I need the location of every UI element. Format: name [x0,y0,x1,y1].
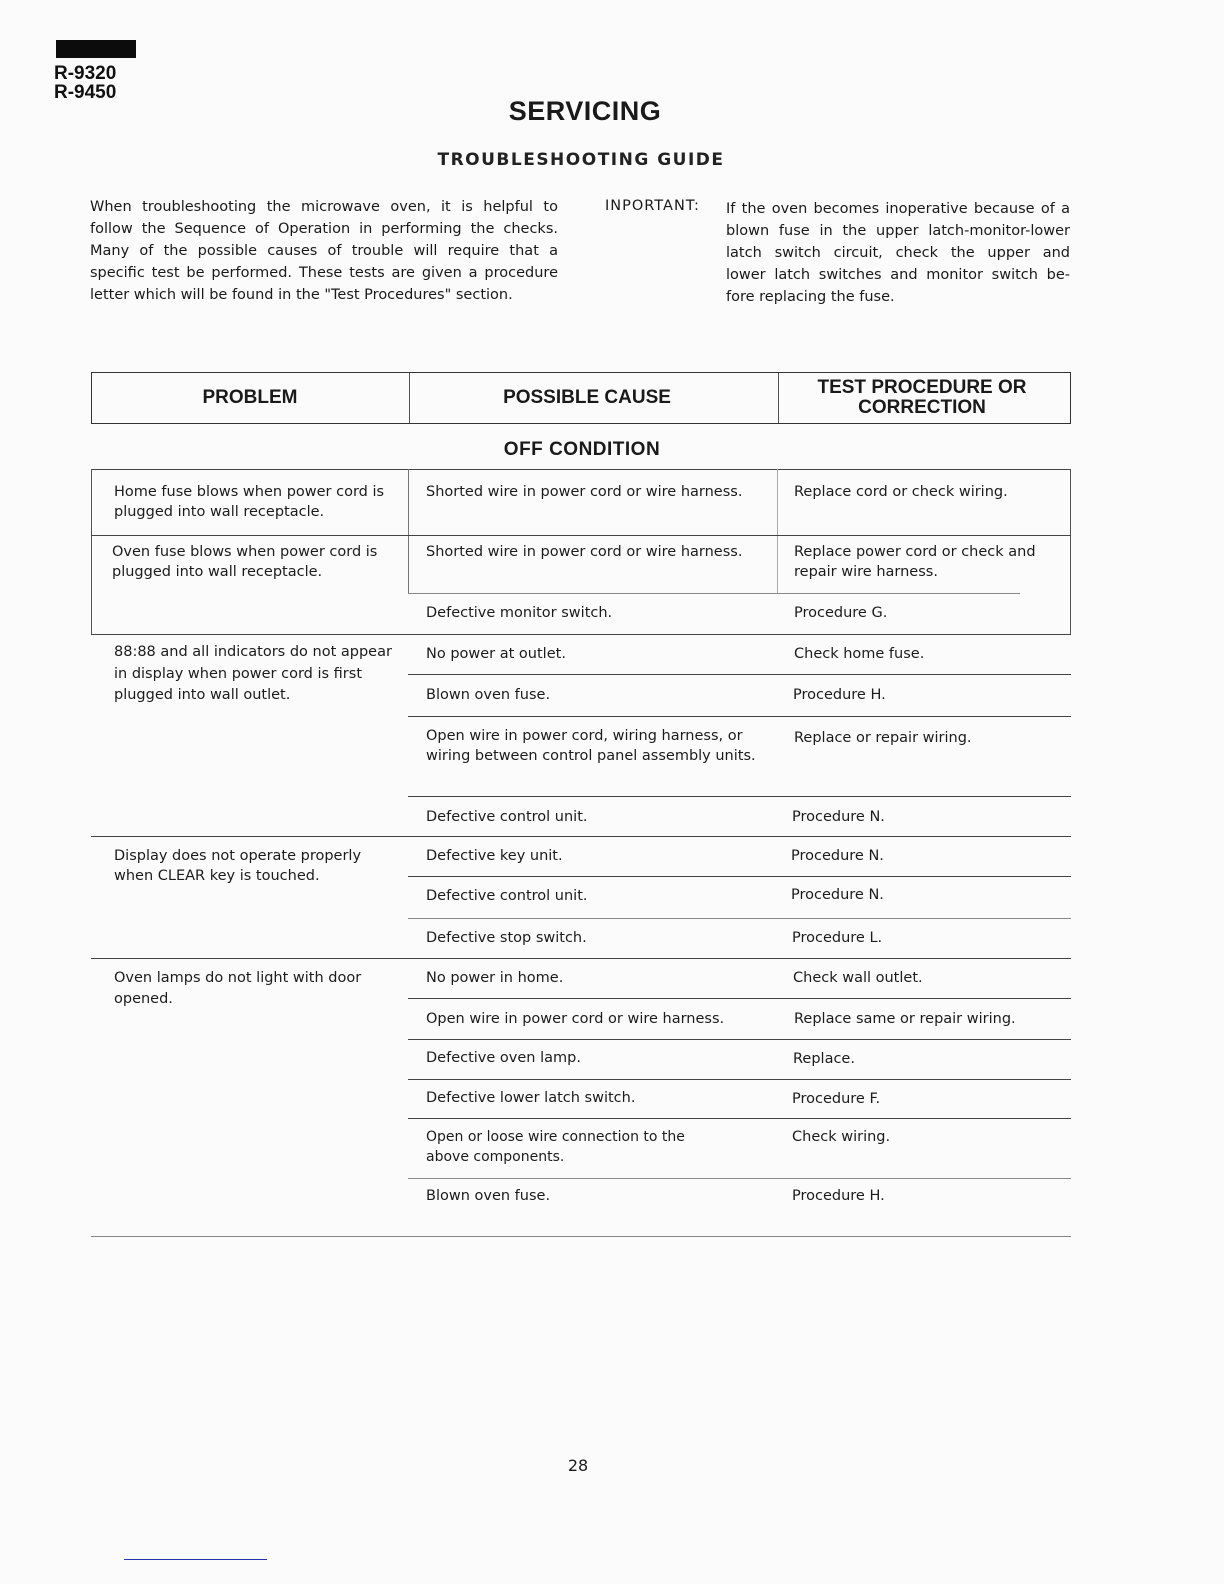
column-header-problem: PROBLEM [202,387,298,408]
table-rule [408,876,1071,877]
intro-line: When troubleshooting the microwave oven, it is helpful to [90,199,558,215]
problem-cell: Oven fuse blows when power cord is plugged into wall receptacle. [112,544,378,580]
column-divider [408,469,409,594]
problem-cell: Display does not operate properly when CLEAR key is touched. [114,848,362,884]
table-rule [91,535,1071,536]
intro-line: follow the Sequence of Operation in performing the checks. [90,221,558,237]
cause-cell: Defective control unit. [426,888,588,904]
correction-cell: Procedure N. [791,848,884,864]
table-rule [408,716,1071,717]
section-label: OFF CONDITION [503,439,661,460]
table-rule [408,918,1071,919]
table-rule [91,634,1071,635]
cause-cell: Defective stop switch. [426,930,587,946]
correction-cell: Procedure N. [791,887,884,903]
table-rule [408,998,1071,999]
table-rule [91,836,1071,837]
problem-cell: Home fuse blows when power cord is plugged into wall receptacle. [114,484,385,520]
column-header-correction: TEST PROCEDURE OR CORRECTION [817,377,1027,418]
important-label: INPORTANT: [605,198,700,214]
intro-line: letter which will be found in the "Test Procedures" section. [90,287,513,303]
column-header-cause: POSSIBLE CAUSE [503,387,671,408]
page-title: SERVICING [508,96,662,126]
page-subtitle: TROUBLESHOOTING GUIDE [437,150,725,170]
correction-cell: Replace. [793,1051,855,1067]
column-divider [777,469,778,594]
cause-cell: Defective monitor switch. [426,605,613,621]
model-number-1: R-9320 [54,63,117,84]
correction-cell: Replace or repair wiring. [794,730,972,746]
correction-cell: Check wiring. [792,1129,891,1145]
table-right-border [1070,469,1071,635]
table-bottom-rule [91,1236,1071,1237]
table-rule [408,1079,1071,1080]
intro-line: specific test be performed. These tests are given a procedure [90,265,558,281]
correction-cell: Procedure G. [794,605,888,621]
cause-cell: No power at outlet. [426,646,566,662]
correction-cell: Procedure L. [792,930,883,946]
important-line: If the oven becomes inoperative because of a [726,201,1070,217]
cause-cell: Blown oven fuse. [426,687,551,703]
correction-cell: Procedure H. [793,687,886,703]
problem-cell: 88:88 and all indicators do not appear in display when power cord is first plugged into wall outlet. [114,644,392,703]
cause-cell: Open wire in power cord, wiring harness, or wiring between control panel assembly units. [426,728,756,764]
correction-cell: Procedure H. [792,1188,885,1204]
correction-cell: Check wall outlet. [793,970,923,986]
cause-cell: Defective lower latch switch. [426,1090,636,1106]
cause-cell: Defective key unit. [426,848,563,864]
cause-cell: Blown oven fuse. [426,1188,551,1204]
cause-cell: Shorted wire in power cord or wire harness. [426,544,743,560]
table-rule [91,469,1071,470]
model-number-2: R-9450 [54,82,117,103]
important-line: blown fuse in the upper latch-monitor-lower [726,223,1070,239]
table-rule [408,796,1071,797]
cause-cell: Defective oven lamp. [426,1050,581,1066]
table-rule [408,674,1071,675]
cause-cell: Open wire in power cord or wire harness. [426,1011,725,1027]
table-rule [408,1118,1071,1119]
cause-cell: No power in home. [426,970,564,986]
intro-line: Many of the possible causes of trouble will require that a [90,243,558,259]
cause-cell: Shorted wire in power cord or wire harness. [426,484,743,500]
correction-cell: Procedure F. [792,1091,881,1107]
important-line: lower latch switches and monitor switch be- [726,267,1070,283]
problem-cell: Oven lamps do not light with door opened. [114,970,362,1007]
table-rule [408,1178,1071,1179]
table-rule [91,958,1071,959]
table-left-border [91,469,92,635]
correction-cell: Procedure N. [792,809,885,825]
correction-cell: Check home fuse. [794,646,925,662]
table-rule [408,593,1020,594]
cause-cell: Defective control unit. [426,809,588,825]
correction-cell: Replace same or repair wiring. [794,1011,1016,1027]
table-rule [408,1039,1071,1040]
footer-rule [124,1559,267,1560]
correction-cell: Replace power cord or check and repair wire harness. [794,544,1036,580]
cause-cell: Open or loose wire connection to the above components. [426,1129,685,1165]
important-line: latch switch circuit, check the upper and [726,245,1070,261]
important-line: fore replacing the fuse. [726,289,895,305]
page-number: 28 [567,1456,589,1475]
correction-cell: Replace cord or check wiring. [794,484,1008,500]
